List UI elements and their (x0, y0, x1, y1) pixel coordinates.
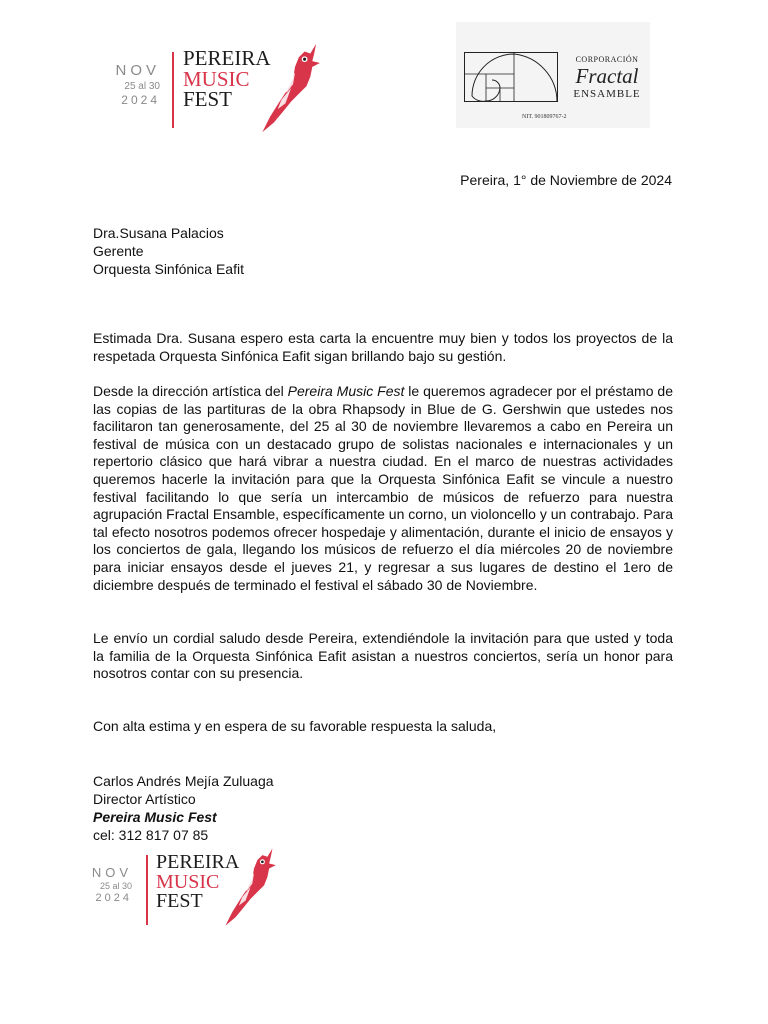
fractal-corporation-label: CORPORACIÓN (575, 55, 639, 64)
festival-month: NOV (115, 62, 160, 79)
festival-dates-footer (92, 853, 132, 904)
invitation-paragraph: Le envío un cordial saludo desde Pereira, extendiéndole la invitación para que usted y toda la familia de la Orquesta Sinfónica Eafit asistan a nuestros conciertos, sería un honor para nosotros contar con su presencia. (93, 630, 673, 682)
red-bird-icon (256, 40, 334, 136)
logo-word-pereira: PEREIRA (183, 46, 271, 70)
logo-word-fest: FEST (183, 87, 233, 112)
signature-block (93, 772, 274, 844)
main-paragraph (93, 383, 673, 594)
greeting-paragraph: Estimada Dra. Susana espero esta carta la encuentre muy bien y todos los proyectos de la respetada Orquesta Sinfónica Eafit sigan brillando bajo su gestión. (93, 330, 673, 364)
signer-phone: cel: 312 817 07 85 (93, 827, 209, 843)
festival-month-footer: NOV (91, 865, 132, 880)
festival-name-inline: Pereira Music Fest (287, 383, 405, 399)
fractal-ensamble-logo (456, 22, 650, 128)
logo-word-music: MUSIC (183, 66, 250, 91)
closing-line: Con alta estima y en espera de su favorable respuesta la saluda, (93, 718, 497, 734)
golden-spiral-icon (464, 52, 558, 102)
logo-divider (172, 52, 174, 128)
festival-year-footer: 2024 (95, 892, 132, 904)
logo-divider-footer (146, 855, 148, 925)
signer-name: Carlos Andrés Mejía Zuluaga (93, 773, 274, 789)
main-paragraph-body: le queremos agradecer por el préstamo de las copias de las partituras de la obra Rhapsody in Blue de G. Gershwin que ustedes nos facilitaron tan generosamente, del 25 al 30 de noviembre llevaremos a cabo en Pereira un festival de música con un destacado grupo de solistas nacionales e internacionales y un repertorio clásico que hará vibrar a nuestra ciudad. En el marco de nuestras actividades queremos hacerle la invitación para que la Orquesta Sinfónica Eafit se vincule a nuestro festival facilitando lo que sería un intercambio de músicos de refuerzo para nuestra agrupación Fractal Ensamble, específicamente un corno, un violoncello y un contrabajo. Para tal efecto nosotros podemos ofrecer hospedaje y alimentación, durante el inicio de ensayos y los conciertos de gala, llegando los músicos de refuerzo el día miércoles 20 de noviembre para iniciar ensayos desde el jueves 21, y regresar a sus lugares de destino el 1ero de diciembre después de terminado el festival el sábado 30 de Noviembre. (93, 383, 673, 593)
recipient-block (93, 224, 244, 278)
festival-days: 25 al 30 (124, 81, 160, 92)
signer-festival: Pereira Music Fest (93, 809, 217, 825)
recipient-name: Dra.Susana Palacios (93, 225, 224, 241)
pereira-music-fest-logo (114, 48, 271, 128)
fractal-ensemble-label: ENSAMBLE (573, 88, 641, 100)
main-paragraph-intro: Desde la dirección artística del (93, 383, 288, 399)
fractal-nit: NIT. 901809767-2 (522, 114, 567, 120)
festival-days-footer: 25 al 30 (99, 881, 132, 891)
recipient-role: Gerente (93, 243, 144, 259)
logo-word-fest-footer: FEST (156, 890, 203, 913)
recipient-org: Orquesta Sinfónica Eafit (93, 261, 244, 277)
logo-word-music-footer: MUSIC (156, 870, 220, 893)
pereira-music-fest-logo-footer (92, 853, 239, 925)
logo-word-pereira-footer: PEREIRA (156, 851, 240, 873)
letter-date: Pereira, 1° de Noviembre de 2024 (460, 172, 672, 188)
fractal-name: Fractal (575, 64, 639, 88)
festival-dates (114, 48, 160, 107)
signer-role: Director Artístico (93, 791, 196, 807)
festival-year: 2024 (121, 93, 160, 107)
red-bird-icon (218, 845, 290, 929)
